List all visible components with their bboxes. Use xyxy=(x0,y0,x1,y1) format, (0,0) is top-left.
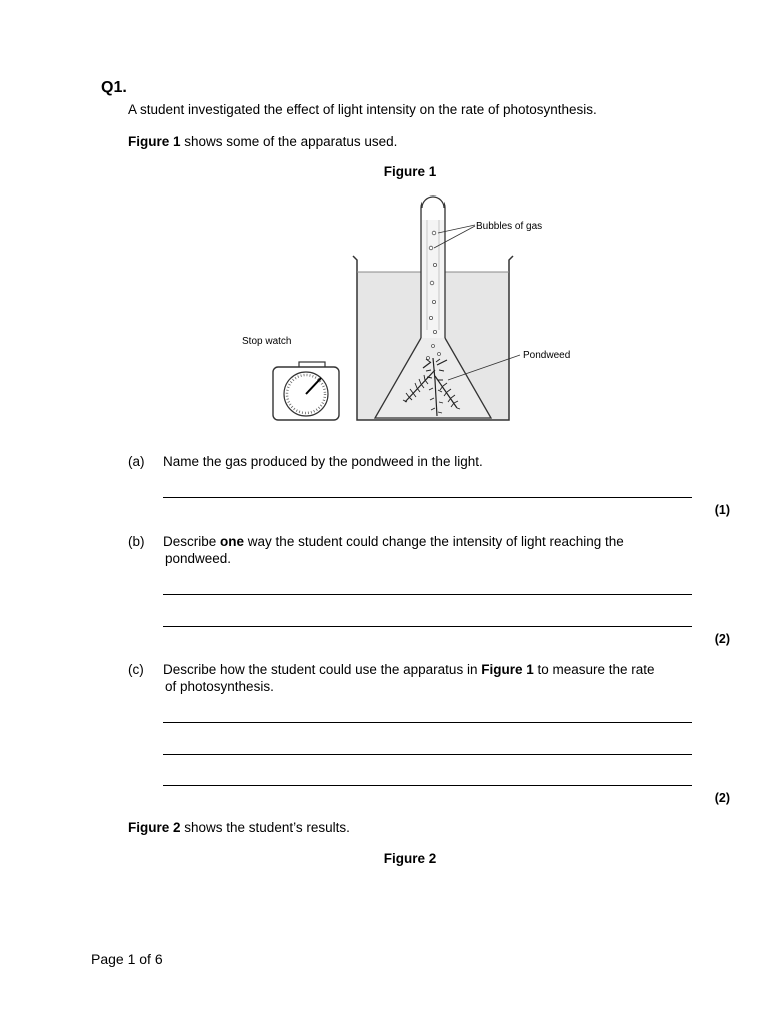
figure2-title: Figure 2 xyxy=(383,851,437,866)
figure1-title: Figure 1 xyxy=(383,164,437,179)
part-a-question: Name the gas produced by the pondweed in the light. xyxy=(163,454,483,469)
part-b-text-after: way the student could change the intensity of light reaching the xyxy=(244,534,624,549)
question-number: Q1. xyxy=(101,79,127,96)
figure1-reference-sentence xyxy=(128,133,397,150)
part-b-letter: (b) xyxy=(128,534,145,549)
part-b-text-before: Describe xyxy=(163,534,221,549)
part-b-answer-line-1[interactable] xyxy=(163,594,692,595)
figure1-apparatus-diagram xyxy=(235,190,575,430)
part-c-answer-line-2[interactable] xyxy=(163,754,692,755)
part-c-letter: (c) xyxy=(128,662,144,677)
part-a-letter: (a) xyxy=(128,454,145,469)
figure1-reference-text: shows some of the apparatus used. xyxy=(180,134,398,149)
figure1-reference: Figure 1 xyxy=(128,134,181,149)
part-b-emphasis: one xyxy=(220,534,245,549)
figure2-reference-text: shows the student’s results. xyxy=(180,820,350,835)
part-c-emphasis: Figure 1 xyxy=(481,662,534,677)
part-c-question-line2: of photosynthesis. xyxy=(165,679,274,694)
part-a-answer-line[interactable] xyxy=(163,497,692,498)
part-c-answer-line-3[interactable] xyxy=(163,785,692,786)
part-b-answer-line-2[interactable] xyxy=(163,626,692,627)
part-c-text-before: Describe how the student could use the apparatus in xyxy=(163,662,482,677)
part-c-question xyxy=(163,661,703,678)
part-b-marks: (2) xyxy=(714,632,730,646)
part-c-marks: (2) xyxy=(714,791,730,805)
label-stop-watch: Stop watch xyxy=(242,336,292,347)
part-a-marks: (1) xyxy=(714,503,730,517)
figure2-reference-sentence xyxy=(128,819,350,836)
part-c-text-after: to measure the rate xyxy=(533,662,655,677)
figure2-reference: Figure 2 xyxy=(128,820,181,835)
question-intro: A student investigated the effect of light intensity on the rate of photosynthesis. xyxy=(128,102,597,117)
part-c-answer-line-1[interactable] xyxy=(163,722,692,723)
part-b-question-line2: pondweed. xyxy=(165,551,232,566)
label-bubbles-of-gas: Bubbles of gas xyxy=(476,221,543,232)
page-number: Page 1 of 6 xyxy=(91,951,163,967)
label-pondweed: Pondweed xyxy=(523,350,571,361)
part-b-question xyxy=(163,533,703,550)
